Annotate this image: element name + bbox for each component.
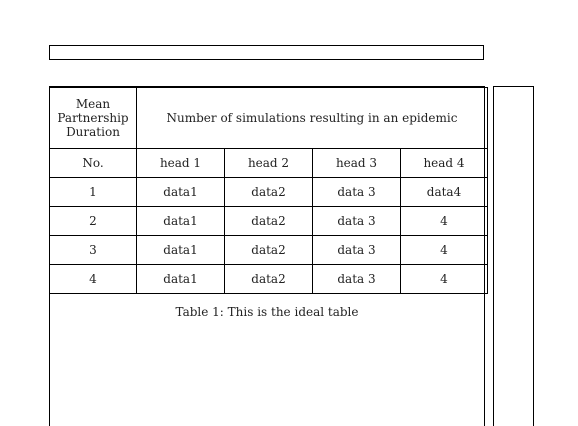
table-column-header-row bbox=[50, 149, 488, 178]
header-span: Number of simulations resulting in an epidemic bbox=[137, 88, 488, 149]
table-cell: 2 bbox=[50, 207, 137, 236]
table-row bbox=[50, 265, 488, 294]
col-header: head 3 bbox=[313, 149, 401, 178]
table-cell: data 3 bbox=[313, 265, 401, 294]
col-header: No. bbox=[50, 149, 137, 178]
table-row bbox=[50, 207, 488, 236]
table-cell: 4 bbox=[50, 265, 137, 294]
table-row bbox=[50, 236, 488, 265]
table-cell: 1 bbox=[50, 178, 137, 207]
table-cell: data2 bbox=[225, 207, 313, 236]
table-cell: data4 bbox=[401, 178, 488, 207]
col-header: head 1 bbox=[137, 149, 225, 178]
table-cell: 4 bbox=[401, 236, 488, 265]
table-cell: data 3 bbox=[313, 178, 401, 207]
margin-note-frame bbox=[493, 86, 534, 426]
table-cell: data2 bbox=[225, 178, 313, 207]
table-header-row bbox=[50, 88, 488, 149]
table-cell: data1 bbox=[137, 207, 225, 236]
table-cell: data1 bbox=[137, 265, 225, 294]
data-table bbox=[49, 87, 488, 294]
table-cell: data2 bbox=[225, 265, 313, 294]
col-header: head 4 bbox=[401, 149, 488, 178]
table-cell: data 3 bbox=[313, 236, 401, 265]
table-cell: 4 bbox=[401, 265, 488, 294]
col-header: head 2 bbox=[225, 149, 313, 178]
header-line: Mean bbox=[75, 97, 111, 111]
header-mean-partnership-duration bbox=[50, 88, 137, 149]
table-cell: 4 bbox=[401, 207, 488, 236]
header-line: Partnership bbox=[57, 111, 129, 125]
table-cell: data2 bbox=[225, 236, 313, 265]
table-cell: data1 bbox=[137, 178, 225, 207]
table-caption: Table 1: This is the ideal table bbox=[175, 305, 359, 319]
table-cell: 3 bbox=[50, 236, 137, 265]
table-cell: data 3 bbox=[313, 207, 401, 236]
table-row bbox=[50, 178, 488, 207]
header-line: Duration bbox=[66, 125, 120, 139]
table-cell: data1 bbox=[137, 236, 225, 265]
page-header-box bbox=[49, 45, 484, 60]
